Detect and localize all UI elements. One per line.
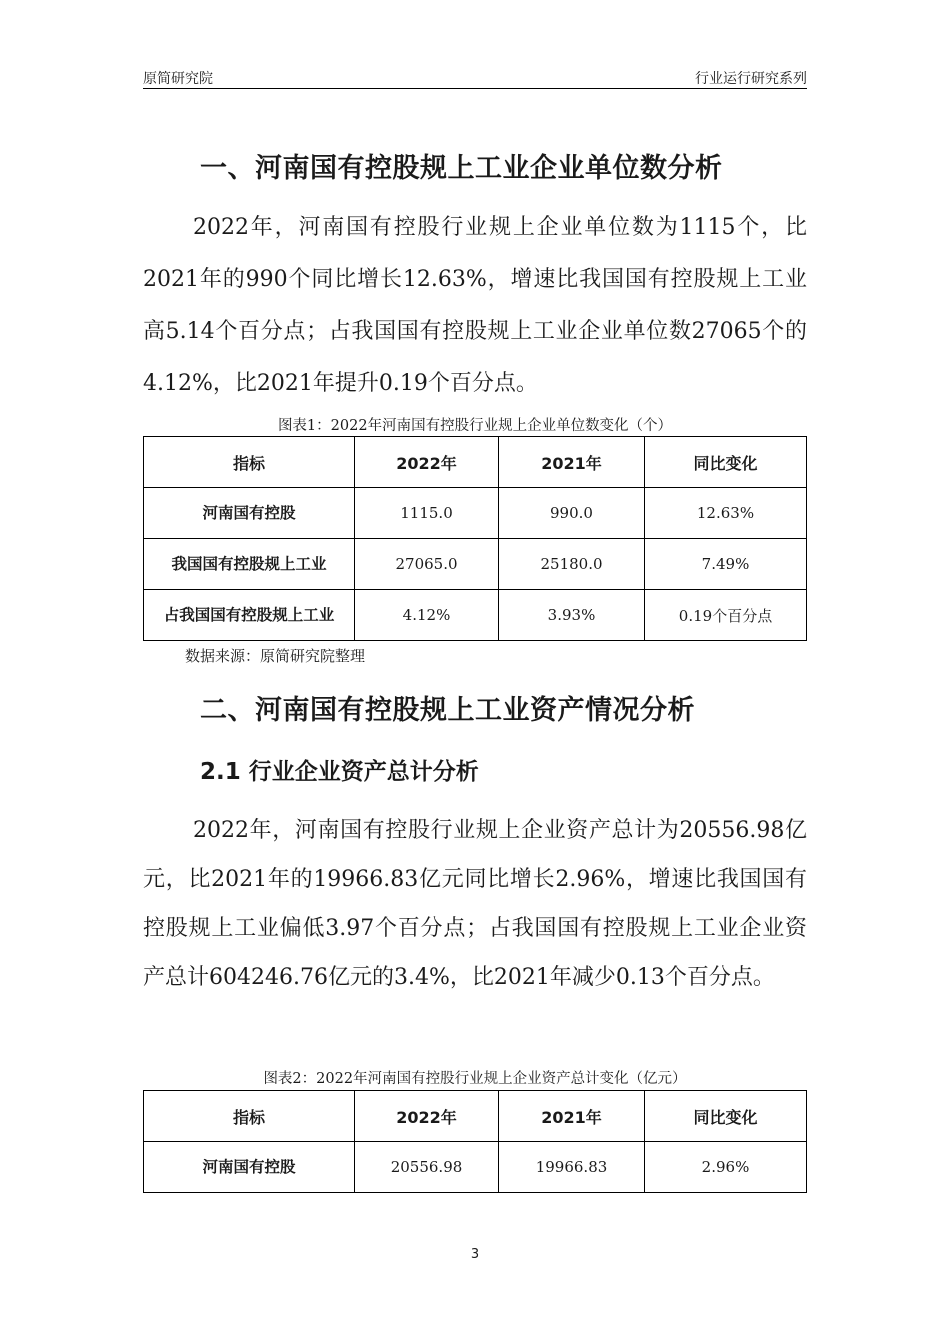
- table2-header-cell: 2022年: [355, 1091, 499, 1142]
- table1-cell: 25180.0: [499, 539, 645, 590]
- table1-cell: 0.19个百分点: [645, 590, 807, 641]
- section2-title: 二、河南国有控股规上工业资产情况分析: [200, 695, 695, 726]
- table1-row-label: 河南国有控股: [144, 488, 355, 539]
- table1-header-cell: 2021年: [499, 437, 645, 488]
- table1-header-cell: 同比变化: [645, 437, 807, 488]
- table1-cell: 4.12%: [355, 590, 499, 641]
- section2-subtitle: 2.1 行业企业资产总计分析: [200, 759, 479, 785]
- table1-row-label: 我国国有控股规上工业: [144, 539, 355, 590]
- table1-cell: 1115.0: [355, 488, 499, 539]
- table1-cell: 12.63%: [645, 488, 807, 539]
- table-row: [144, 1142, 807, 1193]
- table2-cell: 19966.83: [499, 1142, 645, 1193]
- table2-header-cell: 指标: [144, 1091, 355, 1142]
- table1-cell: 990.0: [499, 488, 645, 539]
- table1-caption: 图表1：2022年河南国有控股行业规上企业单位数变化（个）: [277, 418, 673, 434]
- table1-cell: 27065.0: [355, 539, 499, 590]
- table1-header-row: [144, 437, 807, 488]
- table1: [143, 436, 807, 641]
- table1-row-label: 占我国国有控股规上工业: [144, 590, 355, 641]
- section1-title: 一、河南国有控股规上工业企业单位数分析: [200, 153, 723, 184]
- header-right: 行业运行研究系列: [695, 71, 807, 87]
- header-left: 原简研究院: [143, 71, 213, 87]
- table2-header-cell: 2021年: [499, 1091, 645, 1142]
- table2: [143, 1090, 807, 1193]
- table1-cell: 7.49%: [645, 539, 807, 590]
- section1-paragraph: 2022年，河南国有控股行业规上企业单位数为1115个，比2021年的990个同比增长12.63%，增速比我国国有控股规上工业高5.14个百分点；占我国国有控股规上工业企业单位数27065个的4.12%，比2021年提升0.19个百分点。: [143, 215, 807, 396]
- table-row: [144, 488, 807, 539]
- table-row: [144, 590, 807, 641]
- table1-header-cell: 2022年: [355, 437, 499, 488]
- table1-header-cell: 指标: [144, 437, 355, 488]
- table2-row-label: 河南国有控股: [144, 1142, 355, 1193]
- section2-paragraph: 2022年，河南国有控股行业规上企业资产总计为20556.98亿元，比2021年的19966.83亿元同比增长2.96%，增速比我国国有控股规上工业偏低3.97个百分点；占我国国有控股规上工业企业资产总计604246.76亿元的3.4%，比2021年减少0.13个百分点。: [143, 818, 807, 990]
- table2-cell: 20556.98: [355, 1142, 499, 1193]
- table2-caption: 图表2：2022年河南国有控股行业规上企业资产总计变化（亿元）: [263, 1071, 687, 1087]
- table-row: [144, 539, 807, 590]
- table1-cell: 3.93%: [499, 590, 645, 641]
- page-number: 3: [470, 1247, 480, 1262]
- table1-source: 数据来源：原简研究院整理: [185, 647, 366, 665]
- table2-header-cell: 同比变化: [645, 1091, 807, 1142]
- table2-cell: 2.96%: [645, 1142, 807, 1193]
- table2-header-row: [144, 1091, 807, 1142]
- header-rule: [143, 88, 807, 89]
